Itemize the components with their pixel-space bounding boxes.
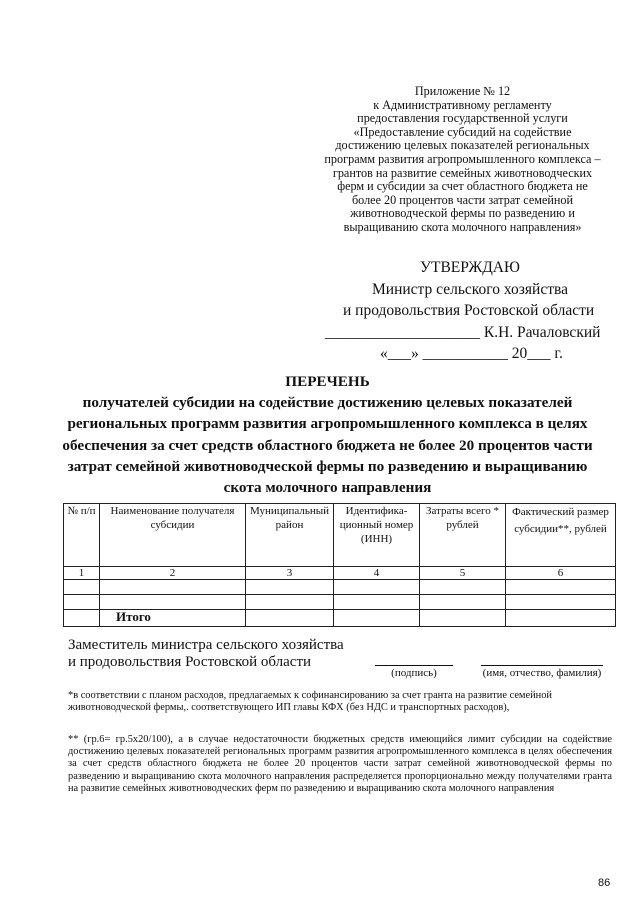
column-number: 4 bbox=[334, 567, 420, 580]
page-number: 86 bbox=[598, 877, 611, 889]
table-cell[interactable] bbox=[100, 580, 246, 595]
recipients-table bbox=[63, 503, 616, 627]
approval-block bbox=[325, 257, 625, 365]
table-cell[interactable] bbox=[246, 580, 334, 595]
column-number: 3 bbox=[246, 567, 334, 580]
table-row bbox=[64, 580, 616, 595]
title-line: затрат семейной животноводческой фермы по разведению и выращиванию bbox=[67, 457, 588, 475]
minister-name: К.Н. Рачаловский bbox=[483, 323, 601, 341]
table-cell[interactable] bbox=[334, 580, 420, 595]
column-number: 2 bbox=[100, 567, 246, 580]
deputy-line-2: и продовольствия Ростовской области bbox=[68, 654, 312, 670]
title-line: региональных программ развития агропромышленного комплекса в целях bbox=[67, 415, 588, 433]
table-cell[interactable] bbox=[64, 580, 100, 595]
header-number: № п/п bbox=[64, 504, 100, 567]
title-heading: ПЕРЕЧЕНЬ bbox=[285, 373, 370, 390]
total-label: Итого bbox=[100, 610, 246, 627]
column-number: 6 bbox=[506, 567, 616, 580]
name-label: (имя, отчество, фамилия) bbox=[482, 667, 602, 679]
signature-underline bbox=[375, 665, 453, 666]
deputy-line-1: Заместитель министра сельского хозяйства bbox=[68, 637, 344, 653]
appendix-line: Приложение № 12 bbox=[414, 84, 511, 98]
table-row bbox=[64, 595, 616, 610]
table-cell[interactable] bbox=[246, 595, 334, 610]
approve-position-2: и продовольствия Ростовской области bbox=[343, 302, 595, 319]
title-line: получателей субсидии на содействие достижению целевых показателей bbox=[82, 394, 573, 412]
approve-signature-line bbox=[325, 322, 625, 344]
total-row bbox=[64, 610, 616, 627]
header-recipient-name: Наименование получателя субсидии bbox=[100, 504, 246, 567]
table-cell[interactable] bbox=[420, 580, 506, 595]
table-cell[interactable] bbox=[334, 595, 420, 610]
name-underline bbox=[481, 665, 603, 666]
footnote-2: ** (гр.6= гр.5х20/100), а в случае недостаточности бюджетных средств имеющийся лимит субсидии на содействие достижению целевых показателей региональных программ развития агропромышленного комплекса в целях обеспечения за счет средств областного бюджета не более 20 процентов части затрат семейной животноводческой фермы по разведению и выращиванию скота молочного направления распределяется пропорционально между получателями гранта на развитие семейных животноводческих ферм по разведению и выращиванию скота молочного направления bbox=[68, 734, 612, 794]
table-cell[interactable] bbox=[506, 610, 616, 627]
column-number-row bbox=[64, 567, 616, 580]
table-cell bbox=[64, 610, 100, 627]
appendix-line: предоставления государственной услуги bbox=[357, 111, 568, 126]
column-number: 5 bbox=[420, 567, 506, 580]
signature-label: (подпись) bbox=[391, 667, 437, 679]
approve-date-line: «___» ___________ 20___ г. bbox=[380, 345, 563, 362]
appendix-line: «Предоставление субсидий на содействие bbox=[353, 124, 572, 139]
table-cell[interactable] bbox=[334, 610, 420, 627]
header-inn: Идентифика-ционный номер (ИНН) bbox=[334, 504, 420, 567]
table-cell[interactable] bbox=[64, 595, 100, 610]
document-title bbox=[45, 371, 610, 498]
appendix-line: достижению целевых показателей региональных bbox=[335, 138, 590, 153]
signature-blank: ____________________ bbox=[325, 323, 480, 341]
column-number: 1 bbox=[64, 567, 100, 580]
table-header-row bbox=[64, 504, 616, 567]
title-line: обеспечения за счет средств областного бюджета не более 20 процентов части bbox=[62, 436, 593, 454]
table-cell[interactable] bbox=[506, 595, 616, 610]
appendix-line: к Административному регламенту bbox=[373, 97, 552, 112]
header-subsidy-amount: Фактический размер субсидии**, рублей bbox=[506, 504, 616, 567]
approve-heading: УТВЕРЖДАЮ bbox=[420, 259, 520, 276]
appendix-line: ферм и субсидии за счет областного бюджета не bbox=[337, 179, 588, 194]
deputy-minister-block bbox=[68, 637, 344, 671]
appendix-header bbox=[290, 85, 635, 235]
appendix-line: грантов на развитие семейных животноводческих bbox=[332, 165, 593, 180]
table-cell[interactable] bbox=[420, 610, 506, 627]
table-cell[interactable] bbox=[100, 595, 246, 610]
header-total-costs: Затраты всего * рублей bbox=[420, 504, 506, 567]
appendix-line: программ развития агропромышленного комплекса – bbox=[324, 151, 601, 166]
table-cell[interactable] bbox=[246, 610, 334, 627]
appendix-line: животноводческой фермы по разведению и bbox=[350, 206, 575, 221]
table-cell[interactable] bbox=[420, 595, 506, 610]
header-district: Муниципальный район bbox=[246, 504, 334, 567]
approve-position-1: Министр сельского хозяйства bbox=[372, 280, 568, 298]
appendix-line: выращиванию скота молочного направления» bbox=[343, 219, 582, 234]
appendix-line: более 20 процентов части затрат семейной bbox=[351, 192, 574, 207]
table-cell[interactable] bbox=[506, 580, 616, 595]
title-line: скота молочного направления bbox=[223, 479, 432, 497]
footnote-1: *в соответствии с планом расходов, предлагаемых к софинансированию за счет гранта на развитие семейной животноводческой фермы,. соответствующего ИП главы КФХ (без НДС и транспортных расходов), bbox=[68, 690, 552, 714]
